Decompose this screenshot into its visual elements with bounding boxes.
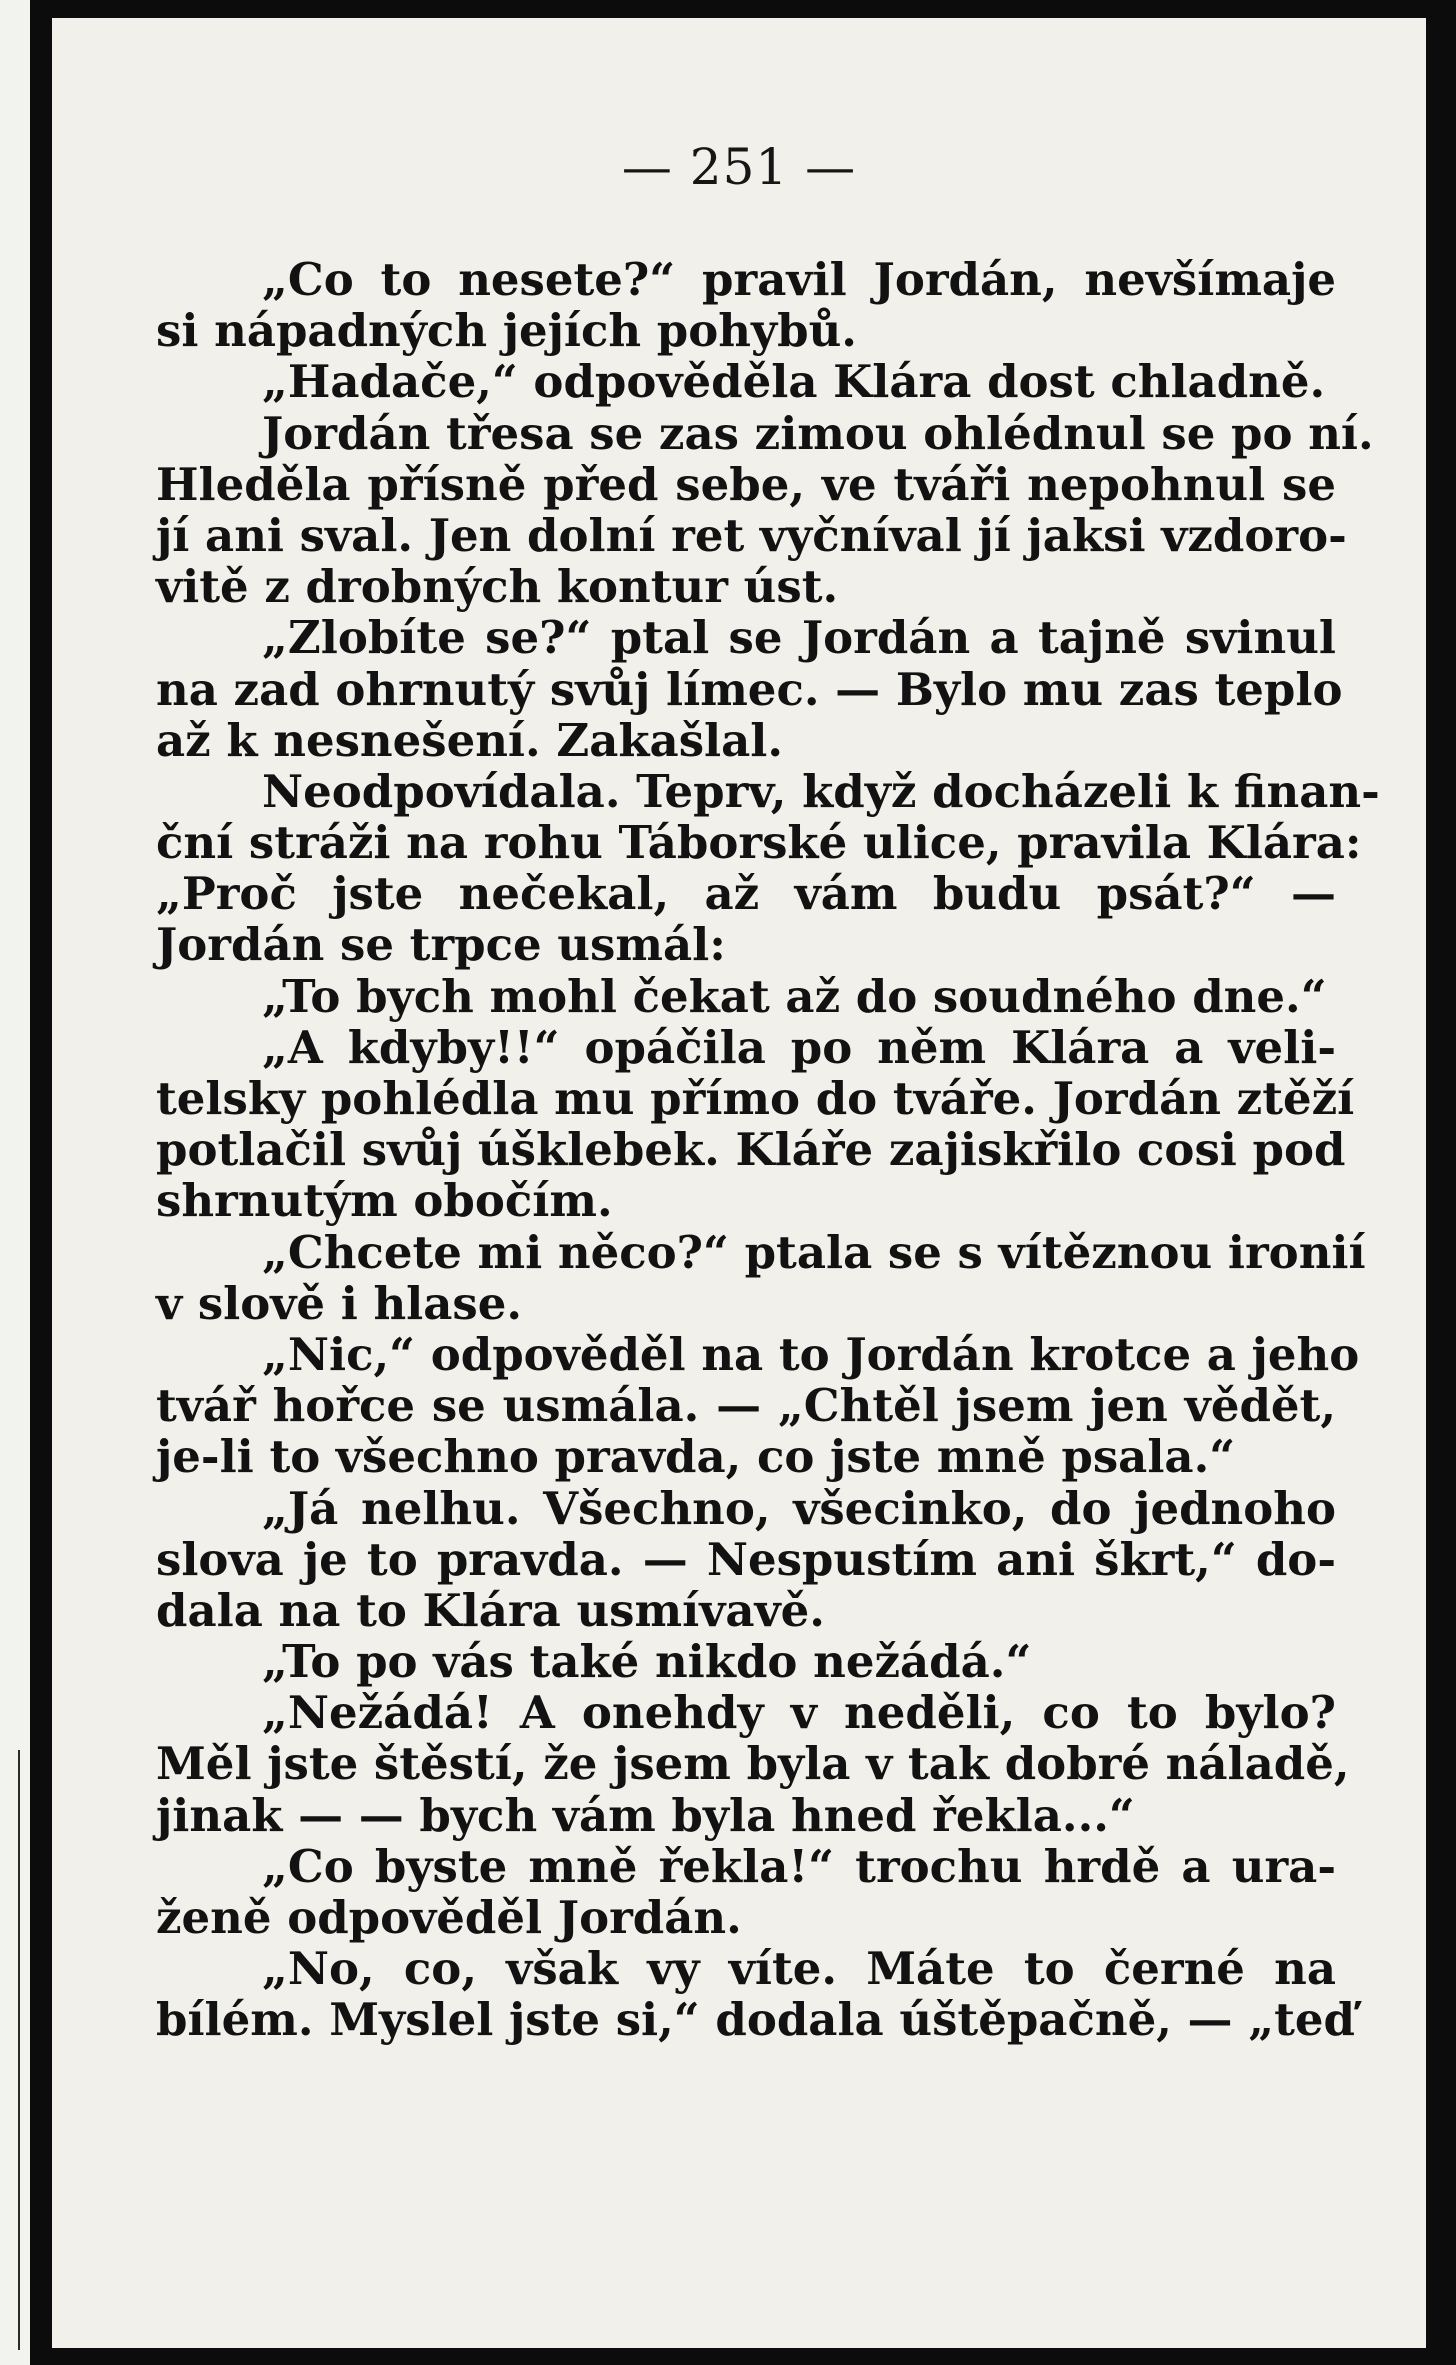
paragraph (156, 1225, 1366, 1330)
text-line: dala na to Klára usmívavě. (156, 1583, 825, 1637)
paragraph (156, 356, 1336, 407)
text-line: „Nic,“ odpověděl na to Jordán krotce a jeho (262, 1327, 1360, 1381)
text-line: „Nežádá! A onehdy v neděli, co to bylo? (262, 1686, 1336, 1740)
book-page (52, 18, 1426, 2348)
scan-artifact-line (18, 1750, 20, 2350)
text-line: jí ani sval. Jen dolní ret vyčníval jí jaksi vzdoro- (156, 508, 1347, 562)
text-line: „Proč jste nečekal, až vám budu psát?“ — (156, 867, 1336, 921)
paragraph (156, 1841, 1336, 1943)
body-text (156, 253, 1380, 2047)
paragraph (156, 1636, 1336, 1687)
text-line: „Chcete mi něco?“ ptala se s vítěznou ironií (262, 1225, 1366, 1279)
paragraph (156, 254, 1336, 356)
paragraph (156, 1483, 1336, 1637)
text-line: „Zlobíte se?“ ptal se Jordán a tajně svinul (262, 611, 1336, 665)
text-line: Jordán se trpce usmál: (156, 918, 726, 972)
text-line: shrnutým obočím. (156, 1174, 613, 1228)
text-line: je-li to všechno pravda, co jste mně psala.“ (156, 1430, 1236, 1484)
text-line: v slově i hlase. (156, 1276, 523, 1330)
paragraph (156, 406, 1374, 614)
text-line: Neodpovídala. Teprv, když docházeli k finan- (262, 764, 1380, 818)
text-line: si nápadných jejích pohybů. (156, 304, 857, 358)
text-line: „Hadače,“ odpověděla Klára dost chladně. (262, 355, 1326, 409)
paragraph (156, 1942, 1355, 2047)
text-line: slova je to pravda. — Nespustím ani škrt,“ do- (156, 1532, 1336, 1586)
text-line: vitě z drobných kontur úst. (156, 560, 839, 614)
paragraph (156, 971, 1336, 1022)
page-number: — 251 — (621, 138, 857, 196)
text-line: tvář hořce se usmála. — „Chtěl jsem jen vědět, (156, 1379, 1336, 1433)
paragraph (156, 611, 1343, 767)
text-line: na zad ohrnutý svůj límec. — Bylo mu zas teplo (156, 662, 1343, 716)
text-line: telsky pohlédla mu přímo do tváře. Jordán ztěží (156, 1072, 1355, 1125)
text-line: až k nesnešení. Zakašlal. (156, 713, 784, 767)
text-line: ženě odpověděl Jordán. (156, 1891, 742, 1944)
text-line: „To po vás také nikdo nežádá.“ (262, 1635, 1032, 1689)
paragraph (156, 1327, 1360, 1484)
paragraph (156, 1686, 1350, 1842)
text-line: „Já nelhu. Všechno, všecinko, do jednoho (262, 1481, 1336, 1535)
text-line: „Co to nesete?“ pravil Jordán, nevšímaje (262, 253, 1336, 306)
text-line: „Co byste mně řekla!“ trochu hrdě a ura- (262, 1839, 1336, 1893)
text-line: Jordán třesa se zas zimou ohlédnul se po ní. (262, 406, 1374, 460)
text-line: jinak — — bych vám byla hned řekla...“ (156, 1788, 1135, 1842)
scan-margin-left (0, 0, 30, 2365)
text-line: bílém. Myslel jste si,“ dodala úštěpačně, — „teď (156, 1993, 1355, 2047)
paragraph (156, 1020, 1355, 1228)
text-line: Měl jste štěstí, že jsem byla v tak dobré náladě, (156, 1737, 1350, 1791)
text-line: Hleděla přísně před sebe, ve tváři nepohnul se (156, 457, 1336, 511)
text-line: „No, co, však vy víte. Máte to černé na (262, 1942, 1336, 1996)
text-line: ční stráži na rohu Táborské ulice, pravila Klára: (156, 816, 1362, 870)
text-line: potlačil svůj úšklebek. Kláře zajiskřilo cosi pod (156, 1123, 1346, 1177)
text-line: „To bych mohl čekat až do soudného dne.“ (262, 969, 1327, 1023)
text-line: „A kdyby!!“ opáčila po něm Klára a veli- (262, 1020, 1336, 1074)
paragraph (156, 764, 1380, 972)
